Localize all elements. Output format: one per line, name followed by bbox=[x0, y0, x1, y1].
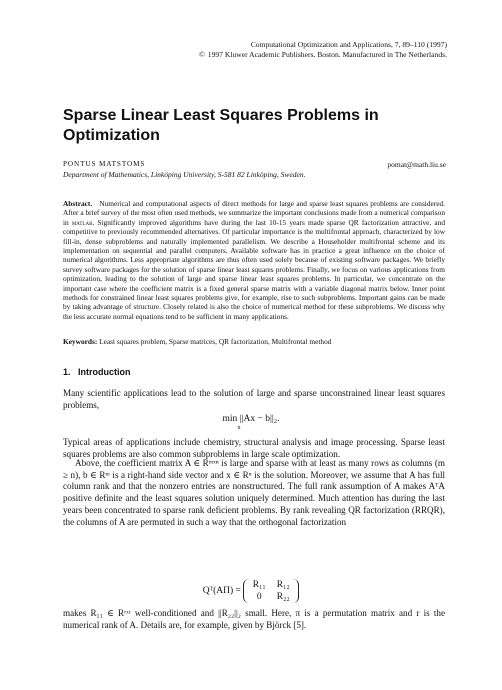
paper-title-line-1: Sparse Linear Least Squares Problems in bbox=[63, 107, 379, 124]
abstract bbox=[63, 199, 445, 321]
copyright-icon: © bbox=[199, 50, 205, 59]
equation-subscript: x bbox=[237, 424, 241, 431]
matrix-cell: R₁₂ bbox=[276, 580, 290, 590]
equation-operator: min bbox=[222, 414, 238, 424]
body-paragraph-3: makes R₁₁ ∈ Rʳˣʳ well-conditioned and ||R₂₂||₂ small. Here, π is a permutation matrix and r is the numerical rank of A. Details are, for example, given by Björck [5]. bbox=[63, 608, 445, 630]
matlab-name: matlab bbox=[71, 217, 93, 227]
author-name: PONTUS MATSTOMS bbox=[63, 160, 146, 168]
paper-title-line-2: Optimization bbox=[63, 127, 160, 144]
equation-least-squares bbox=[0, 414, 502, 431]
abstract-label: Abstract. bbox=[63, 199, 93, 208]
matrix-cell: R₁₁ bbox=[252, 580, 266, 590]
body-paragraph-1: Many scientific applications lead to the solution of large and sparse unconstrained linear least squares problems, bbox=[63, 388, 445, 410]
author-affiliation: Department of Mathematics, Linköping University, S-581 82 Linköping, Sweden. bbox=[63, 170, 306, 179]
body-paragraph-1-continued: Typical areas of applications include chemistry, structural analysis and image processing. Sparse least squares problems are also common subproblems in large scale optimization. bbox=[63, 437, 445, 459]
copyright-text: 1997 Kluwer Academic Publishers, Boston. Manufactured in The Netherlands. bbox=[207, 50, 447, 59]
equation-qr-factorization bbox=[0, 579, 502, 603]
copyright-line bbox=[199, 50, 447, 60]
body-paragraph-2: Above, the coefficient matrix A ∈ Rᵐˣⁿ is large and sparse with at least as many rows as columns (m ≥ n), b ∈ Rᵐ is a right-hand side vector and x ∈ Rⁿ is the solution. Moreover, we assume that A has full column rank and that the nonzero entries are nonstructured. The full rank assumption of A makes AᵀA positive definite and the least squares solution uniquely determined. Much attention has during the last years been concentrated to sparse rank deficient problems. By rank revealing QR factorization (RRQR), the columns of A are permuted in such a way that the orthogonal factorization bbox=[63, 458, 445, 527]
equation-expression: ||Ax − b||₂. bbox=[239, 414, 280, 424]
keywords-text: Least squares problem, Sparse matrices, QR factorization, Multifrontal method bbox=[99, 337, 332, 346]
section-heading: 1. Introduction bbox=[63, 367, 131, 377]
matrix-cell: R₂₂ bbox=[276, 592, 290, 602]
matrix-cell: 0 bbox=[256, 592, 262, 602]
r-matrix bbox=[243, 579, 299, 603]
journal-citation: Computational Optimization and Applications, 7, 89–110 (1997) bbox=[250, 40, 447, 49]
abstract-text-part-2: . Significantly improved algorithms have during the last 10-15 years made sparse QR factorization attractive, and competitive to previously recommended alternatives. Of particular importance is the multifrontal approach, characterized by low fill-in, dense subproblems and naturally implemented parallelism. We describe a Householder multifrontal scheme and its implementation on sequential and parallel computers. Available software has in practice a great influence on the choice of numerical algorithms. Less appropriate algorithms are thus often used solely because of existing software packages. We briefly survey software packages for the solution of sparse linear least squares problems. Finally, we focus on various applications from optimization, leading to the solution of large and sparse linear least squares problems. In particular, we concentrate on the important case where the coefficient matrix is a fixed general sparse matrix with a variable diagonal matrix below. Inner point methods for constrained linear least squares problems give, for example, rise to such subproblems. Important gains can be made by taking advantage of structure. Closely related is also the choice of numerical method for these subproblems. We discuss why the less accurate normal equations tend to be sufficient in many applications. bbox=[63, 217, 445, 321]
abstract-text-part-1: Numerical and computational aspects of direct methods for large and sparse least squares problems are considered. After a brief survey of the most often used methods, we summarize the important conclusions made from a numerical comparison in bbox=[63, 199, 445, 227]
keywords bbox=[63, 337, 445, 346]
equation-lhs: Qᵀ(AΠ) = bbox=[202, 586, 241, 597]
author-email: pomat@math.liu.se bbox=[387, 160, 446, 169]
paper-title bbox=[63, 106, 443, 146]
keywords-label: Keywords: bbox=[63, 337, 98, 346]
